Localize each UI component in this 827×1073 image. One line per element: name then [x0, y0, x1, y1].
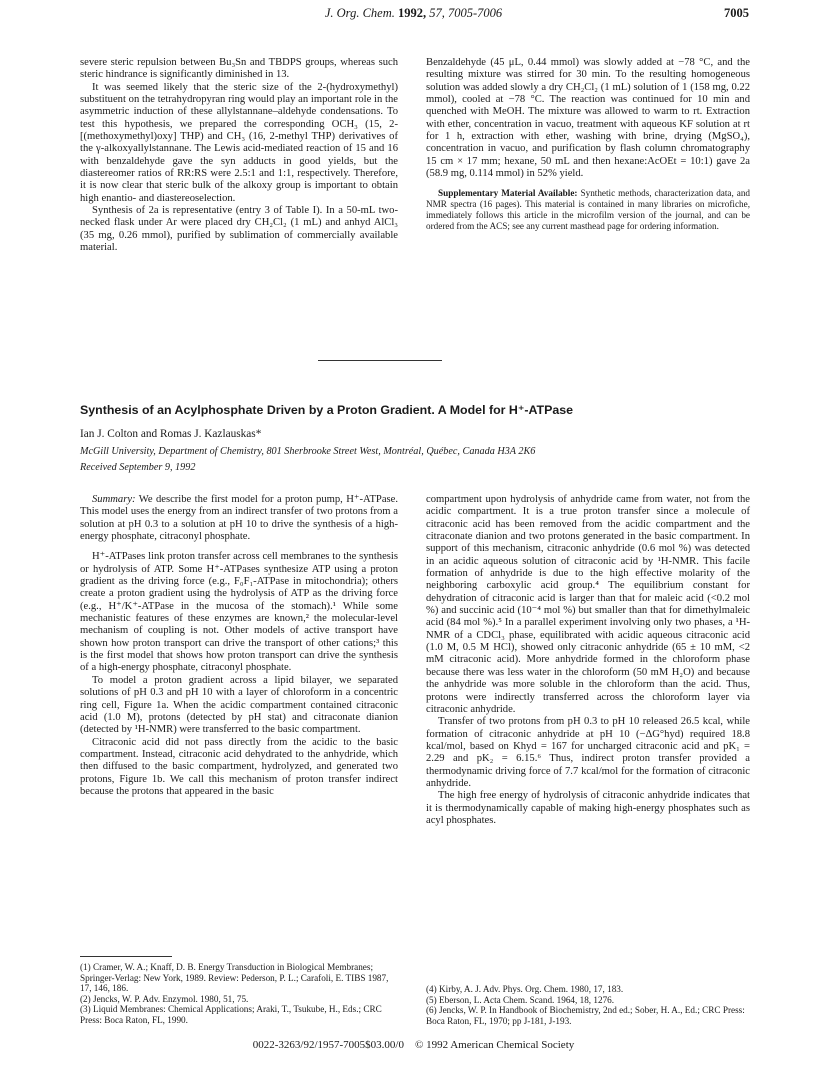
article-code: 0022-3263/92/1957-7005$03.00/0 — [252, 1039, 404, 1051]
article-column-left — [80, 494, 398, 798]
copyright: © 1992 American Chemical Society — [414, 1039, 575, 1051]
footnote: (5) Eberson, L. Acta Chem. Scand. 1964, 18, 1276. — [426, 994, 615, 1005]
article-authors: Ian J. Colton and Romas J. Kazlauskas* — [80, 428, 262, 440]
journal-volume-pages: 57, 7005-7006 — [429, 6, 503, 20]
footnote: (1) Cramer, W. A.; Knaff, D. B. Energy Transduction in Biological Membranes; Springer-Verlag: New York, 1989. Review: Pederson, P. L.; Carafoli, E. TIBS 1987, 17, 146, 186. — [80, 962, 389, 994]
supplementary-label: Supplementary Material Available: — [438, 188, 578, 199]
summary — [80, 494, 398, 543]
footnote: (6) Jencks, W. P. In Handbook of Biochemistry, 2nd ed.; Sober, H. A., Ed.; CRC Press: Boca Raton, FL, 1970; pp J-181, J-193. — [426, 1005, 745, 1026]
footnote: (2) Jencks, W. P. Adv. Enzymol. 1980, 51, 75. — [80, 993, 249, 1004]
prev-article-column-right — [426, 57, 750, 232]
article-affiliation: McGill University, Department of Chemistry, 801 Sherbrooke Street West, Montréal, Québec, Canada H3A 2K6 — [80, 446, 536, 457]
footnotes-right — [426, 984, 750, 1026]
body-paragraph: To model a proton gradient across a lipid bilayer, we separated solutions of pH 0.3 and pH 10 with a layer of chloroform in a concentric ring cell, Figure 1a. When the acidic compartment contained citraconic acid (1.0 M), protons (detected by pH stat) and citraconate dianion (detected by ¹H-NMR) were transferred to the basic compartment. — [80, 674, 398, 736]
running-header — [0, 6, 827, 21]
body-paragraph: H⁺-ATPases link proton transfer across cell membranes to the synthesis or hydrolysis of ATP. Some H⁺-ATPases synthesize ATP using a proton gradient as the driving force (e.g., F₀F₁-ATPase in mitochondria); others create a proton gradient using the hydrolysis of ATP as the driving force (e.g., H⁺/K⁺-ATPase in the mucosa of the stomach).¹ While some mechanistic features of these enzymes are known,² the molecular-level mechanism of coupling is not. Other models of active transport have shown how proton transport can drive the transport of other cations;³ this is the first model that shows how proton transport can drive the synthesis of a high-energy phosphate, citraconyl phosphate. — [80, 551, 398, 674]
journal-year: 1992, — [397, 6, 427, 20]
prev-paragraph: Synthesis of 2a is representative (entry 3 of Table I). In a 50-mL two-necked flask under Ar were placed dry CH₂Cl₂ (1 mL) and anhyd AlCl₃ (35 mg, 0.26 mmol), purified by sublimation of commercially available material. — [80, 205, 398, 254]
summary-label: Summary: — [92, 494, 136, 505]
footnote: (3) Liquid Membranes: Chemical Applications; Araki, T., Tsukube, H., Eds.; CRC Press: Boca Raton, FL, 1990. — [80, 1004, 382, 1025]
prev-paragraph: Benzaldehyde (45 μL, 0.44 mmol) was slowly added at −78 °C, and the resulting mixture was stirred for 30 min. To the resulting homogeneous solution was added slowly a dry CH₂Cl₂ (1 mL) solution of 1 (158 mg, 0.22 mmol), cooled at −78 °C. The reaction was continued for 10 min and quenched with MeOH. The mixture was allowed to warm to rt. Extraction with ether, concentration in vacuo, treatment with aqueous KF solution at rt for 1 h, extraction with ether, washing with brine, drying (MgSO₄), concentration in vacuo, and purification by flash column chromatography 15 cm × 17 mm; hexane, 50 mL and then hexane:AcOEt = 10:1) gave 2a (58.9 mg, 0.114 mmol) in 52% yield. — [426, 57, 750, 180]
summary-text: We describe the first model for a proton pump, H⁺-ATPase. This model uses the energy from an indirect transfer of two protons from a solution at pH 0.3 to a solution at pH 10 to drive the synthesis of a high-energy phosphate, citraconyl phosphate. — [80, 494, 398, 543]
body-paragraph: The high free energy of hydrolysis of citraconic anhydride indicates that it is thermodynamically capable of making high-energy phosphates such as acyl phosphates. — [426, 790, 750, 826]
article-column-right — [426, 494, 750, 827]
supplementary-text: Synthetic methods, characterization data, and NMR spectra (16 pages). This material is contained in many libraries on microfiche, immediately follows this article in the microfilm version of the journal, and can be ordered from the ACS; see any current masthead page for ordering information. — [426, 188, 751, 232]
body-paragraph: Transfer of two protons from pH 0.3 to pH 10 released 26.5 kcal, while formation of citraconic anhydride at pH 10 (−ΔG°hyd) required 18.8 kcal/mol, based on Khyd = 167 for uncharged citraconic acid and pK₁ = 2.29 and pK₂ = 6.15.⁶ Thus, indirect proton transfer provided a thermodynamic driving force of 7.7 kcal/mol for the formation of citraconic anhydride. — [426, 716, 750, 789]
footnote-separator — [80, 956, 172, 957]
article-separator — [318, 360, 442, 361]
prev-paragraph: severe steric repulsion between Bu₃Sn and TBDPS groups, whereas such steric hindrance is significantly diminished in 13. — [80, 57, 398, 81]
body-paragraph: Citraconic acid did not pass directly from the acidic to the basic compartment. Instead, citraconic acid dehydrated to the anhydride, which then diffused to the basic compartment, hydrolyzed, and generated two protons, Figure 1b. We call this mechanism of proton transfer indirect because the protons that appeared in the basic — [80, 736, 398, 797]
body-paragraph: compartment upon hydrolysis of anhydride came from water, not from the acidic compartment. It is a true proton transfer since a molecule of citraconic acid has been removed from the acidic compartment and the citraconate dianion and two protons generated in the basic compartment. In support of this mechanism, citraconic anhydride (0.6 mol %) was detected in an acidic aqueous solution of citraconic acid by ¹H-NMR. This facile formation of anhydride is due to the high effective molarity of the neighboring carboxylic acid group.⁴ The equilibrium constant for dehydration of citraconic acid is larger than that for maleic acid (<0.2 mol %) and succinic acid (10⁻⁴ mol %) but smaller than that for dimethylmaleic acid (84 mol %).⁵ In a parallel experiment involving only two phases, a ¹H-NMR of a CDCl₃ phase, equilibrated with acidic aqueous citraconic acid (1.0 M, 0.5 M HCl), showed only citraconic anhydride (65 ± 10 mM, <2 mM citraconic acid). More anhydride formed in the chloroform phase because there was less water in the chloroform (50 mM H₂O) and because the anhydride was more soluble in the chloroform than the acid. Thus, protons were indirectly transferred across the chloroform layer via citraconic anhydride. — [426, 494, 750, 715]
prev-paragraph: It was seemed likely that the steric size of the 2-(hydroxymethyl) substituent on the tetrahydropyran ring would play an important role in the asymmetric induction of these allylstannane–aldehyde condensations. To test this hypothesis, we prepared the corresponding OCH₃ (15, 2-[(methoxymethyl)oxy] THP) and CH₃ (16, 2-methyl THP) derivatives of the γ-alkoxyallylstannane. The Lewis acid-mediated reaction of 15 and 16 with benzaldehyde gave the syn adducts in good yields, but the diastereomer ratios of RR:RS were 2.5:1 and 1:1, respectively. Therefore, it is now clear that steric bulk of the alkoxy group is important to obtain high enantio- and diastereoselection. — [80, 81, 398, 204]
page-number: 7005 — [724, 6, 749, 20]
article-title: Synthesis of an Acylphosphate Driven by a Proton Gradient. A Model for H⁺-ATPase — [80, 403, 574, 417]
footnote: (4) Kirby, A. J. Adv. Phys. Org. Chem. 1980, 17, 183. — [426, 984, 624, 994]
received-date: Received September 9, 1992 — [80, 462, 196, 473]
footnotes-left — [80, 962, 398, 1026]
page-footer — [0, 1039, 827, 1051]
prev-article-column-left — [80, 57, 398, 255]
supplementary-material — [426, 188, 750, 232]
journal-name: J. Org. Chem. — [324, 6, 395, 20]
